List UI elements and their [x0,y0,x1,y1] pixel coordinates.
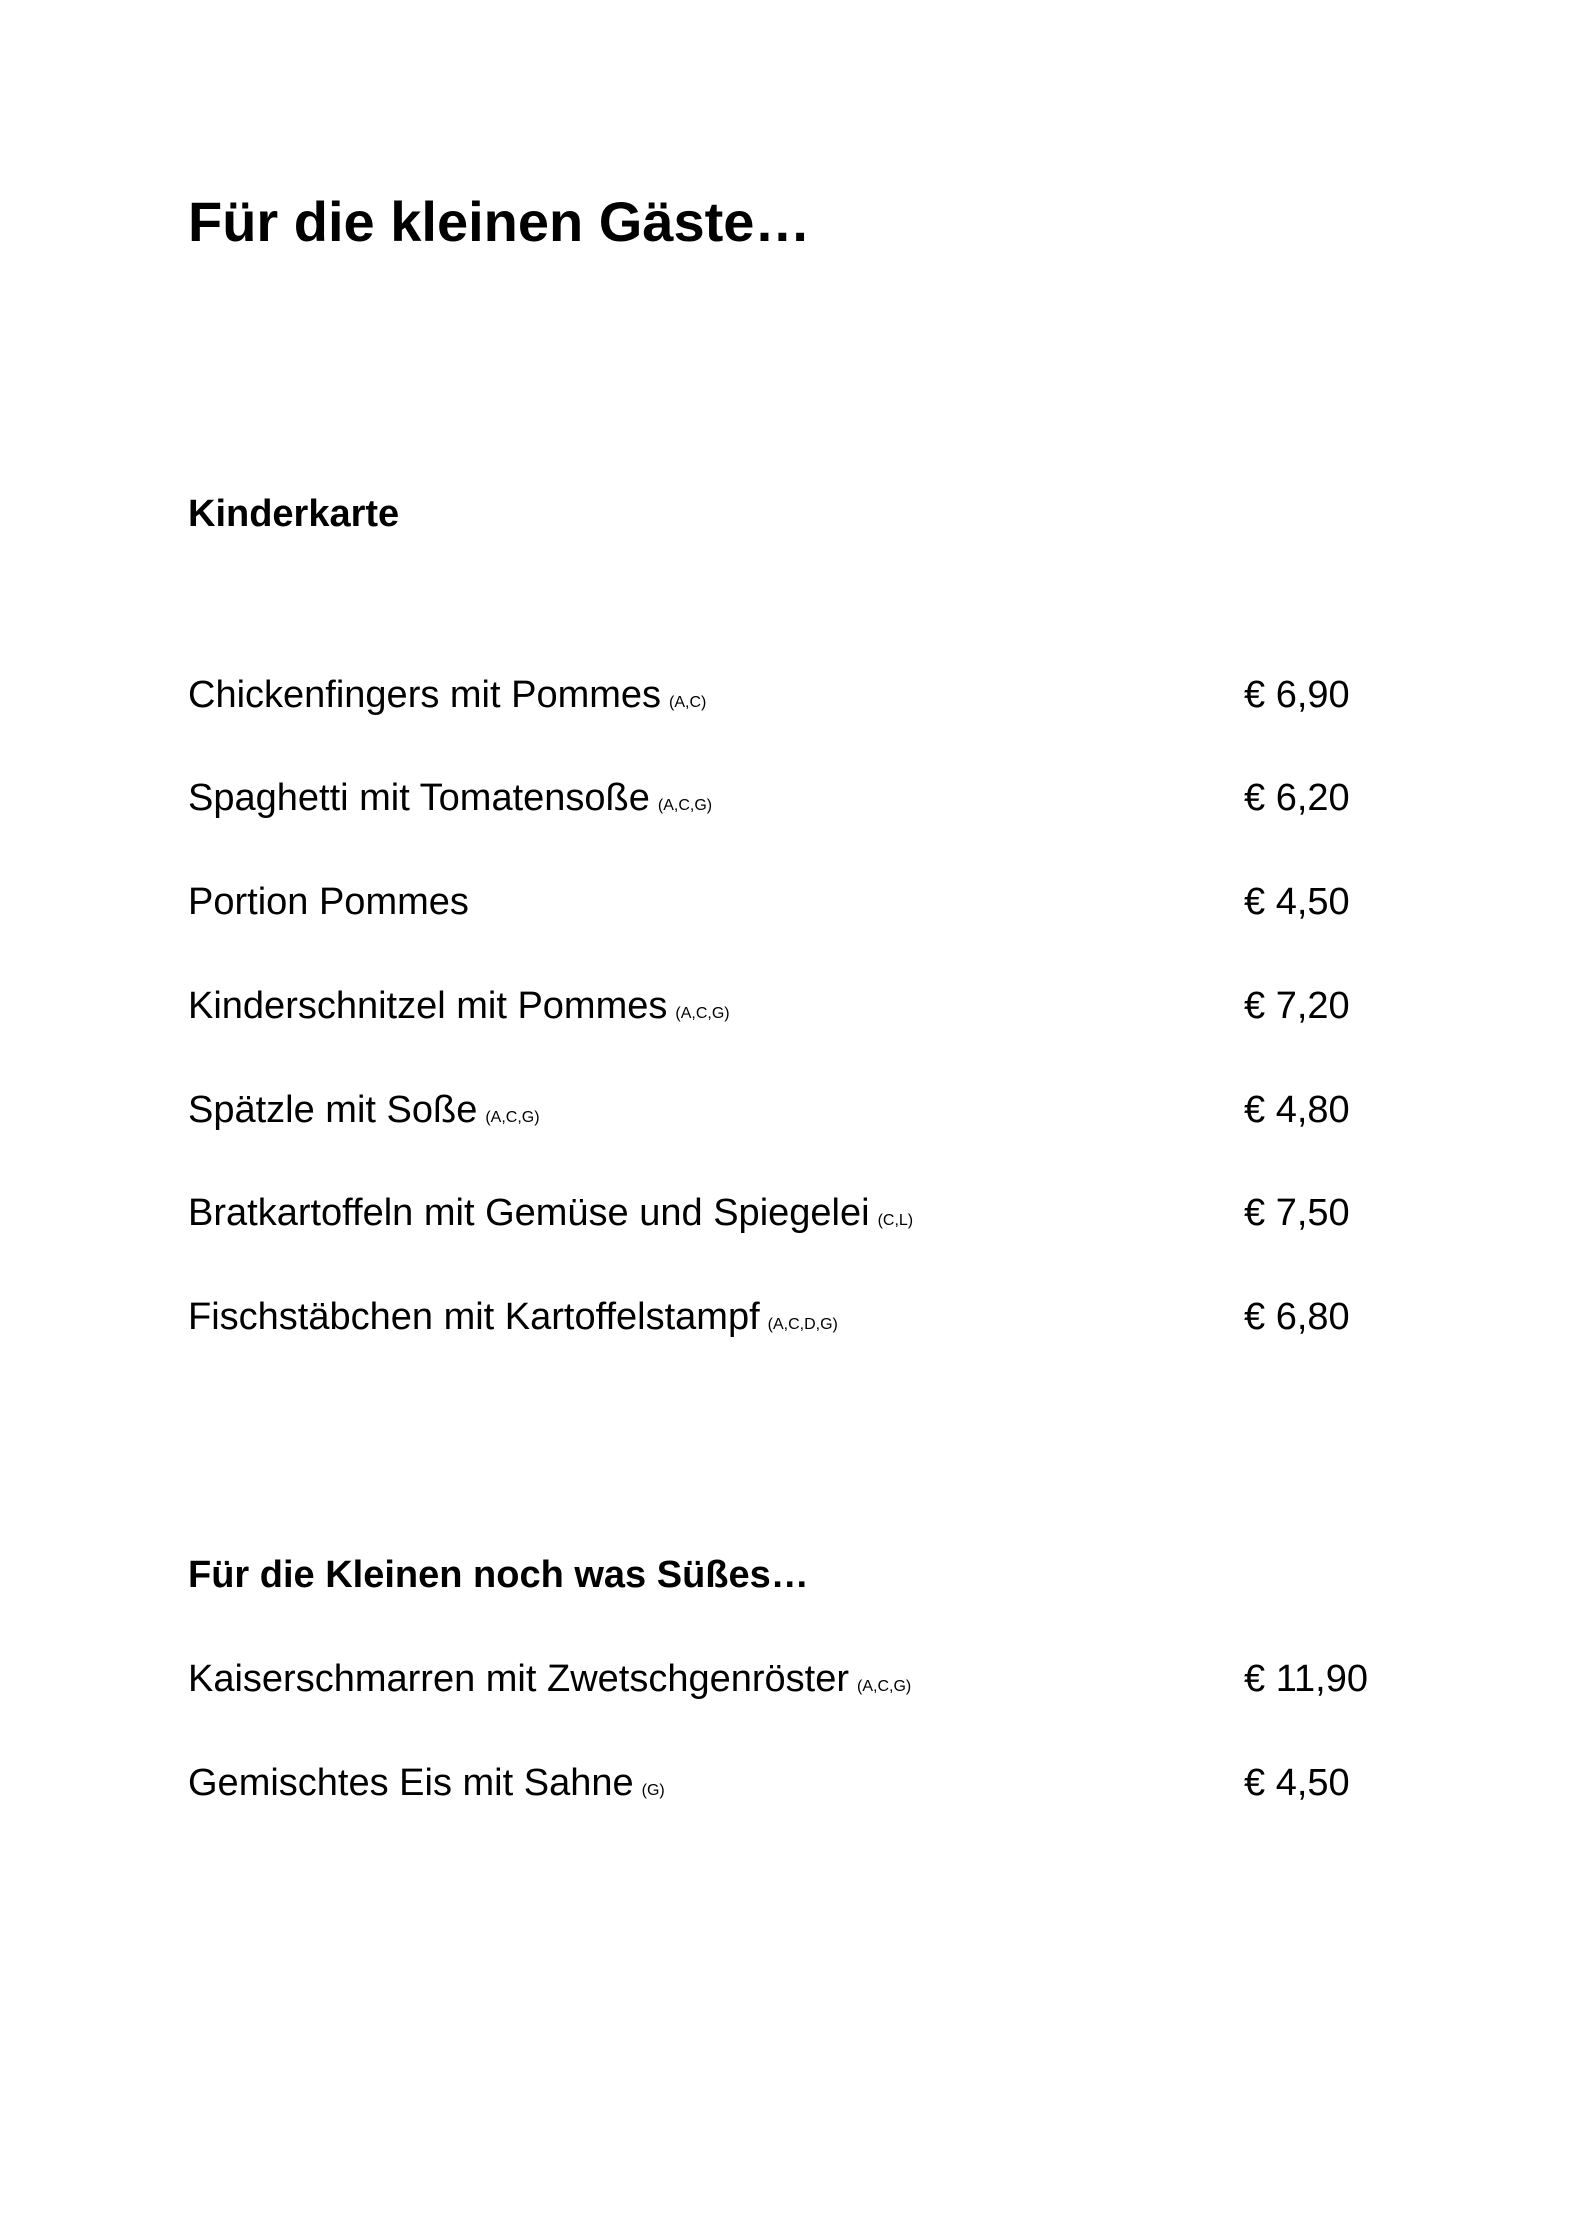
allergen-codes: (A,C,G) [657,797,713,814]
menu-item [188,1183,1388,1243]
menu-item-price: € 11,90 [1244,1658,1368,1700]
menu-item [188,1080,1388,1140]
menu-item-price: € 4,50 [1244,1762,1350,1804]
section-heading-kinderkarte: Kinderkarte [188,493,400,535]
menu-item [188,665,1388,725]
menu-item-price: € 6,20 [1244,777,1350,819]
allergen-codes: (A,C,G) [675,1005,730,1022]
menu-item-label [188,1753,665,1821]
menu-item-label [188,872,477,940]
menu-item-name: Kaiserschmarren mit Zwetschgenröster [188,1658,849,1700]
menu-item [188,976,1388,1036]
allergen-codes: (A,C,G) [857,1678,912,1695]
page-title: Für die kleinen Gäste… [188,190,811,253]
menu-item-label [188,976,730,1044]
menu-item-name: Gemischtes Eis mit Sahne [188,1762,634,1804]
menu-item-price: € 7,20 [1244,985,1350,1027]
menu-item-name: Spaghetti mit Tomatensoße [188,777,650,819]
menu-item-price: € 4,50 [1244,881,1350,923]
section-heading-suesses: Für die Kleinen noch was Süßes… [188,1554,809,1596]
menu-item [188,1649,1388,1709]
menu-item-price: € 6,90 [1244,674,1350,716]
menu-item-price: € 6,80 [1244,1296,1350,1338]
menu-item [188,768,1388,828]
allergen-codes: (C,L) [877,1212,914,1229]
menu-item [188,1753,1388,1813]
menu-item-name: Chickenfingers mit Pommes [188,674,662,716]
menu-item-price: € 7,50 [1244,1192,1350,1234]
allergen-codes: (A,C,D,G) [767,1316,838,1333]
menu-item [188,1287,1388,1347]
menu-item-price: € 4,80 [1244,1089,1350,1131]
menu-item-name: Portion Pommes [188,881,469,923]
menu-item [188,872,1388,932]
menu-item-label [188,1649,911,1717]
menu-item-label [188,768,712,836]
menu-item-label [188,1183,913,1251]
menu-item-name: Bratkartoffeln mit Gemüse und Spiegelei [188,1192,870,1234]
menu-item-label [188,1080,540,1148]
menu-item-name: Spätzle mit Soße [188,1089,478,1131]
menu-item-name: Fischstäbchen mit Kartoffelstampf [188,1296,760,1338]
menu-item-label [188,665,706,733]
allergen-codes: (A,C) [669,694,707,711]
allergen-codes: (A,C,G) [485,1109,540,1126]
menu-item-name: Kinderschnitzel mit Pommes [188,985,668,1027]
allergen-codes: (G) [641,1782,665,1799]
menu-item-label [188,1287,838,1355]
